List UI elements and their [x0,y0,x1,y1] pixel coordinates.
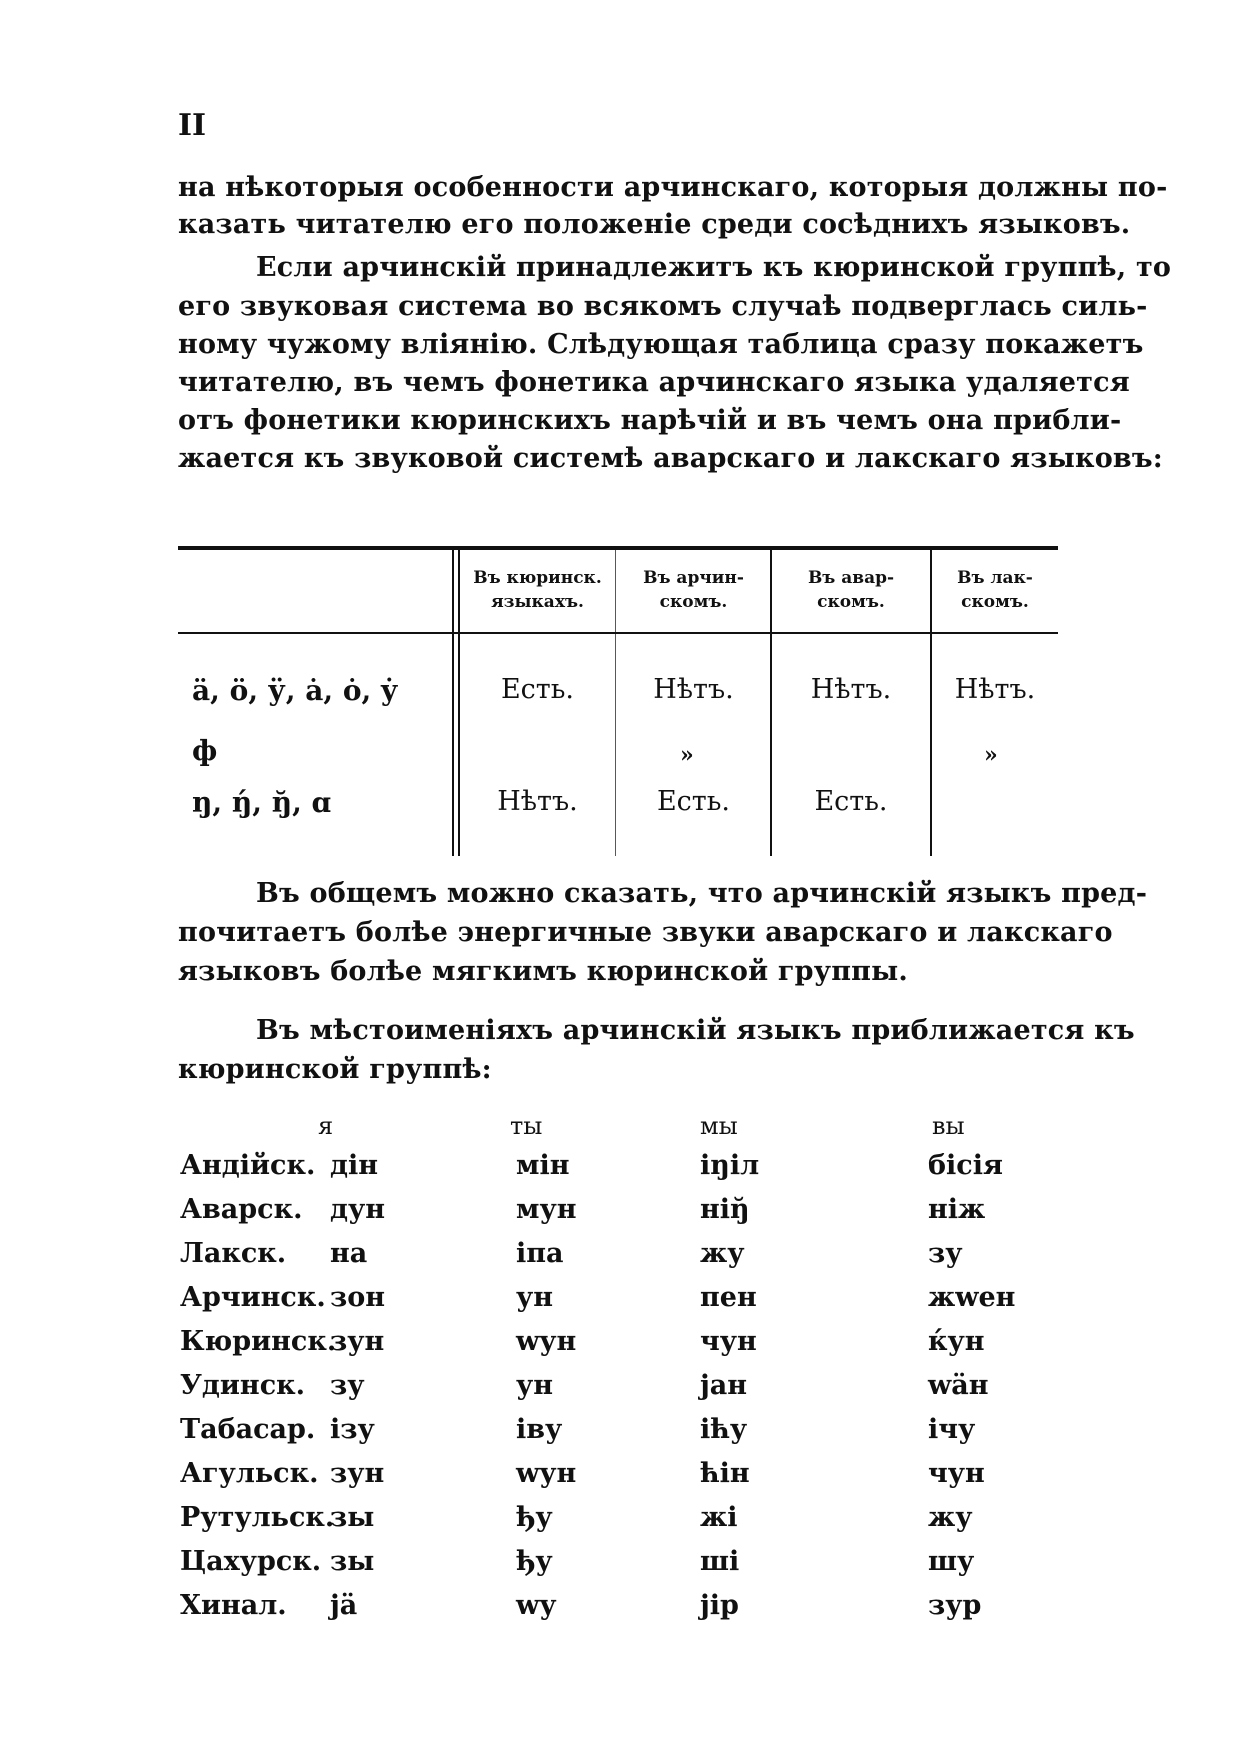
table-cell: Нѣтъ. [653,674,734,705]
column-divider [615,550,616,856]
ditto-mark: » [680,742,694,768]
pronoun-row-language: Агульск. [180,1458,319,1489]
header-archinsk: Въ арчин- скомъ. [643,568,744,612]
text-line: читателю, въ чемъ фонетика арчинскаго языка удаляется [178,367,1130,398]
pronoun-header: мы [700,1112,738,1140]
pronoun-form: ђу [516,1546,553,1577]
table-cell: Нѣтъ. [497,786,578,817]
pronoun-form: зы [330,1502,375,1533]
pronoun-form: iчу [928,1414,976,1445]
text-line: почитаетъ болѣе энергичные звуки аварскаго и лакскаго [178,917,1113,948]
pronoun-form: зун [330,1458,385,1489]
text-line: ному чужому влiянiю. Слѣдующая таблица сразу покажетъ [178,329,1144,360]
pronoun-form: жу [928,1502,973,1533]
pronoun-form: жу [700,1238,745,1269]
text-line: на нѣкоторыя особенности арчинскаго, которыя должны по- [178,172,1168,203]
pronoun-row-language: Арчинск. [180,1282,326,1313]
column-divider [452,550,454,856]
pronoun-form: мiн [516,1150,570,1181]
pronoun-form: wун [516,1326,577,1357]
pronoun-form: ун [516,1370,554,1401]
pronoun-form: жwен [928,1282,1016,1313]
pronoun-form: ќун [928,1326,985,1357]
text-line: языковъ болѣе мягкимъ кюринской группы. [178,956,908,987]
pronoun-form: jан [700,1370,748,1401]
pronoun-form: зы [330,1546,375,1577]
pronoun-form: ђу [516,1502,553,1533]
pronoun-header: я [318,1112,334,1140]
header-laksk: Въ лак- скомъ. [957,568,1033,612]
table-header-rule [178,632,1058,634]
row-label: ӓ, ӧ, ӱ, ȧ, ȯ, ẏ [192,674,398,707]
pronoun-form: чун [928,1458,985,1489]
text-line: Въ общемъ можно сказать, что арчинскiй языкъ пред- [256,878,1148,909]
pronoun-row-language: Лакск. [180,1238,287,1269]
pronoun-form: iпа [516,1238,564,1269]
pronoun-form: jӓ [330,1590,358,1621]
pronoun-form: чун [700,1326,757,1357]
pronoun-form: на [330,1238,368,1269]
pronoun-row-language: Хинал. [180,1590,287,1621]
table-cell: Есть. [814,786,888,817]
pronoun-row-language: Кюринск. [180,1326,337,1357]
pronoun-form: iŋiл [700,1150,760,1181]
text-line: Если арчинскiй принадлежитъ къ кюринской группѣ, то [256,252,1172,283]
pronoun-form: дiн [330,1150,379,1181]
pronoun-form: ун [516,1282,554,1313]
pronoun-form: дун [330,1194,386,1225]
text-line: кюринской группѣ: [178,1054,492,1085]
pronoun-form: пен [700,1282,757,1313]
pronoun-form: нiж [928,1194,986,1225]
phonetics-comparison-table [178,546,1058,858]
pronoun-form: wу [516,1590,557,1621]
pronoun-row-language: Удинск. [180,1370,306,1401]
pronoun-form: wун [516,1458,577,1489]
table-cell: Нѣтъ. [810,674,892,705]
text-line: его звуковая система во всякомъ случаѣ подверглась силь- [178,291,1148,322]
text-line: отъ фонетики кюринскихъ нарѣчiй и въ чемъ она прибли- [178,405,1122,436]
pronoun-form: зун [330,1326,385,1357]
pronoun-form: бiciя [928,1150,1003,1181]
pronoun-row-language: Цахурск. [180,1546,322,1577]
pronoun-form: зон [330,1282,386,1313]
row-label: ŋ, ŋ́, ŋ̆, ɑ [192,786,332,819]
text-line: жается къ звуковой системѣ аварскаго и лакскаго языковъ: [178,443,1163,474]
pronoun-header: ты [510,1112,543,1140]
pronoun-form: ћiн [700,1458,750,1489]
text-line: казать читателю его положенiе среди сосѣднихъ языковъ. [178,209,1131,240]
header-avarsk: Въ авар- скомъ. [807,568,895,612]
text-line: Въ мѣстоименiяхъ арчинскiй языкъ приближается къ [256,1015,1135,1046]
pronoun-form: jiр [700,1590,739,1621]
pronoun-form: нiŋ̆ [700,1194,750,1225]
pronoun-form: шi [700,1546,740,1577]
pronoun-form: wӓн [928,1370,989,1401]
table-cell: Есть. [656,786,731,817]
pronoun-form: iву [516,1414,563,1445]
pronoun-form: шу [928,1546,975,1577]
pronoun-form: зур [928,1590,982,1621]
pronoun-form: iзу [330,1414,375,1445]
pronoun-row-language: Аварск. [180,1194,303,1225]
pronoun-row-language: Табасар. [180,1414,316,1445]
row-label: ф [192,734,218,767]
pronoun-form: мун [516,1194,577,1225]
pronoun-form: зу [330,1370,365,1401]
pronoun-header: вы [932,1112,965,1140]
pronoun-form: зу [928,1238,963,1269]
pronoun-form: жi [700,1502,738,1533]
table-cell: Нѣтъ. [954,674,1036,705]
table-cell: Есть. [500,674,575,705]
pronoun-form: iћу [700,1414,748,1445]
pronoun-row-language: Рутульск. [180,1502,335,1533]
header-kyurinsk: Въ кюринск. языкахъ. [473,568,602,612]
pronoun-row-language: Андiйск. [180,1150,316,1181]
table-top-rule [178,546,1058,550]
ditto-mark: » [984,742,998,768]
page-number: II [178,108,207,143]
